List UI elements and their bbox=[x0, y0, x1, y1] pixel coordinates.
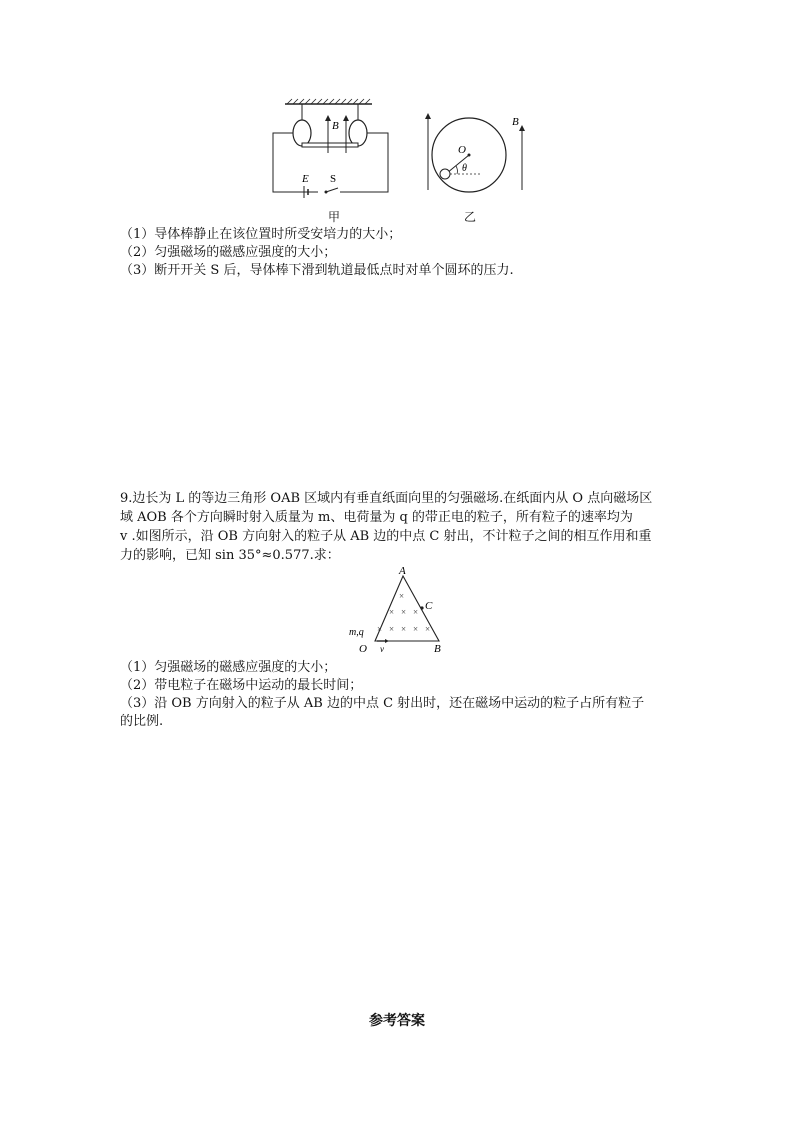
q9-stem-line-1: 9.边长为 L 的等边三角形 OAB 区域内有垂直纸面向里的匀强磁场.在纸面内从 O 点向磁场区 bbox=[120, 491, 653, 506]
figure-label-jia: 甲 bbox=[328, 210, 341, 224]
figure-jia-yi bbox=[260, 95, 540, 225]
cross-mark: × bbox=[425, 624, 431, 634]
figure-label-yi: 乙 bbox=[464, 210, 477, 224]
answer-heading: 参考答案 bbox=[369, 1013, 425, 1029]
label-O: O bbox=[359, 643, 367, 655]
q8-part-2: （2）匀强磁场的磁感应强度的大小； bbox=[120, 245, 337, 260]
cross-mark: × bbox=[401, 624, 407, 634]
cross-mark: × bbox=[377, 624, 383, 634]
q9-stem-line-3: v .如图所示，沿 OB 方向射入的粒子从 AB 边的中点 C 射出，不计粒子之间的相互作用和重 bbox=[120, 529, 652, 544]
figure-triangle bbox=[345, 562, 460, 657]
label-mq: m,q bbox=[349, 627, 364, 638]
q8-part-1: （1）导体棒静止在该位置时所受安培力的大小； bbox=[120, 227, 402, 242]
label-O-circle: O bbox=[458, 144, 466, 156]
q9-stem-line-4: 力的影响，已知 sin 35°≈0.577.求： bbox=[120, 548, 340, 563]
label-theta: θ bbox=[462, 163, 467, 174]
q9-part-1: （1）匀强磁场的磁感应强度的大小； bbox=[120, 660, 337, 675]
cross-mark: × bbox=[413, 607, 419, 617]
q9-part-3: （3）沿 OB 方向射入的粒子从 AB 边的中点 C 射出时，还在磁场中运动的粒子占所有粒子 bbox=[120, 696, 645, 711]
label-B-left: B bbox=[332, 120, 339, 132]
label-B: B bbox=[434, 643, 441, 655]
label-v: v bbox=[380, 644, 384, 654]
label-E: E bbox=[302, 173, 309, 185]
cross-mark: × bbox=[389, 607, 395, 617]
cross-mark: × bbox=[413, 624, 419, 634]
q9-part-2: （2）带电粒子在磁场中运动的最长时间； bbox=[120, 678, 363, 693]
label-B-right: B bbox=[512, 116, 519, 128]
q8-part-3: （3）断开开关 S 后，导体棒下滑到轨道最低点时对单个圆环的压力. bbox=[120, 263, 514, 278]
label-C: C bbox=[425, 600, 433, 612]
cross-mark: × bbox=[399, 591, 405, 601]
cross-mark: × bbox=[389, 624, 395, 634]
label-A: A bbox=[399, 565, 406, 577]
cross-mark: × bbox=[401, 607, 407, 617]
label-S: S bbox=[330, 173, 337, 185]
q9-part-3-cont: 的比例. bbox=[120, 714, 164, 729]
q9-stem-line-2: 域 AOB 各个方向瞬时射入质量为 m、电荷量为 q 的带正电的粒子，所有粒子的速率均为 bbox=[120, 510, 633, 525]
